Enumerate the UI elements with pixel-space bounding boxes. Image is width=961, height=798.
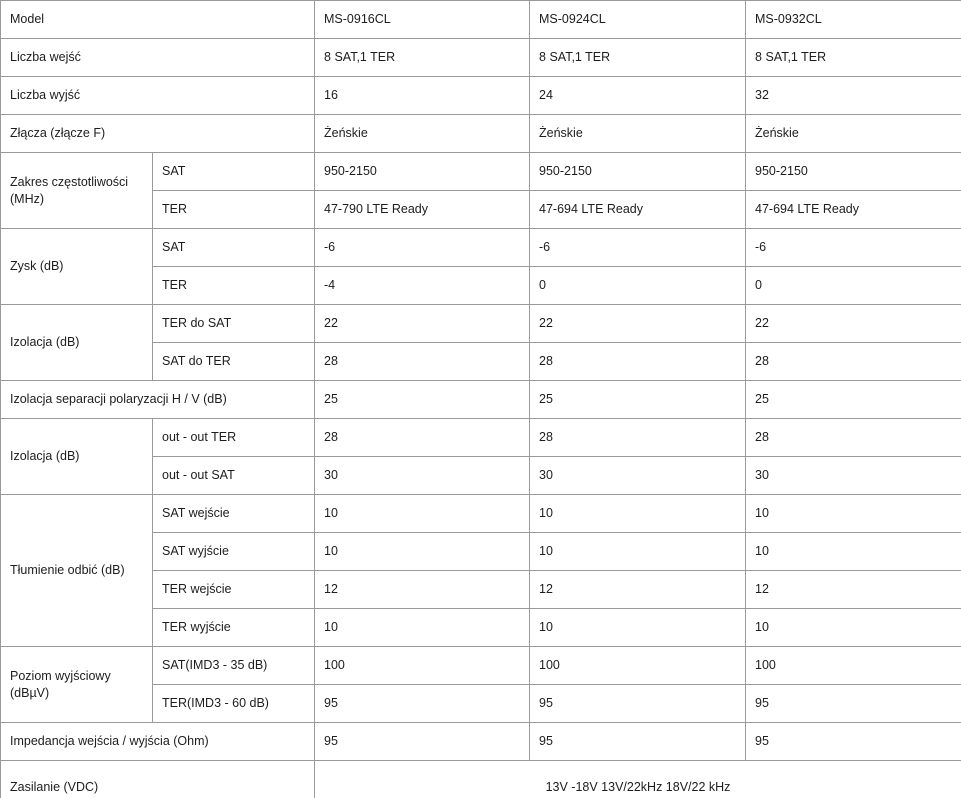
model-ms0916cl: MS-0916CL [315, 1, 530, 39]
subrow-label-ter-wyjscie: TER wyjście [153, 609, 315, 647]
cell-value: 28 [746, 419, 961, 457]
cell-value-zasilanie: 13V -18V 13V/22kHz 18V/22 kHz [315, 761, 961, 798]
cell-value: 8 SAT,1 TER [315, 39, 530, 77]
cell-value: 10 [315, 533, 530, 571]
row-label-liczba-wyjsc: Liczba wyjść [1, 77, 315, 115]
cell-value: 95 [315, 685, 530, 723]
cell-value: 8 SAT,1 TER [530, 39, 746, 77]
row-label-poziom-wyjsciowy [1, 647, 153, 723]
cell-value: 95 [746, 685, 961, 723]
subrow-label-ter: TER [153, 191, 315, 229]
cell-value: -4 [315, 267, 530, 305]
row-label-model: Model [1, 1, 315, 39]
cell-value: 12 [315, 571, 530, 609]
row-label-izolacja: Izolacja (dB) [1, 305, 153, 381]
subrow-label-ter: TER [153, 267, 315, 305]
cell-value: Żeńskie [746, 115, 961, 153]
table-row [1, 723, 961, 761]
subrow-label-sat: SAT [153, 229, 315, 267]
cell-value: 47-694 LTE Ready [746, 191, 961, 229]
subrow-label-sat: SAT [153, 153, 315, 191]
table-row [1, 495, 961, 533]
subrow-label-ter-do-sat: TER do SAT [153, 305, 315, 343]
cell-value: 10 [315, 609, 530, 647]
cell-value: 28 [530, 343, 746, 381]
cell-value: 10 [530, 609, 746, 647]
cell-value: 100 [315, 647, 530, 685]
cell-value: 25 [315, 381, 530, 419]
table-row [1, 305, 961, 343]
cell-value: 8 SAT,1 TER [746, 39, 961, 77]
cell-value: -6 [746, 229, 961, 267]
cell-value: 0 [746, 267, 961, 305]
subrow-label-out-out-sat: out - out SAT [153, 457, 315, 495]
subrow-label-sat-wejscie: SAT wejście [153, 495, 315, 533]
cell-value: 16 [315, 77, 530, 115]
poziom-line1: Poziom wyjściowy [10, 669, 111, 684]
subrow-label-sat-wyjscie: SAT wyjście [153, 533, 315, 571]
cell-value: 10 [746, 495, 961, 533]
cell-value: 95 [746, 723, 961, 761]
cell-value: 95 [530, 723, 746, 761]
row-label-izolacja-out: Izolacja (dB) [1, 419, 153, 495]
row-label-liczba-wejsc: Liczba wejść [1, 39, 315, 77]
cell-value: 25 [530, 381, 746, 419]
cell-value: 32 [746, 77, 961, 115]
subrow-label-ter-wejscie: TER wejście [153, 571, 315, 609]
cell-value: 30 [746, 457, 961, 495]
cell-value: 22 [746, 305, 961, 343]
cell-value: 28 [530, 419, 746, 457]
cell-value: 30 [315, 457, 530, 495]
cell-value: 22 [315, 305, 530, 343]
table-row [1, 1, 961, 39]
subrow-label-ter-imd3: TER(IMD3 - 60 dB) [153, 685, 315, 723]
zakres-line1: Zakres częstotliwości [10, 175, 129, 190]
row-label-zlacza: Złącza (złącze F) [1, 115, 315, 153]
cell-value: 10 [315, 495, 530, 533]
subrow-label-out-out-ter: out - out TER [153, 419, 315, 457]
cell-value: 10 [746, 609, 961, 647]
cell-value: Żeńskie [315, 115, 530, 153]
cell-value: 12 [746, 571, 961, 609]
subrow-label-sat-imd3: SAT(IMD3 - 35 dB) [153, 647, 315, 685]
table-row [1, 77, 961, 115]
row-label-zakres-czestotliwosci [1, 153, 153, 229]
zakres-line2: (MHz) [10, 191, 45, 206]
row-label-zasilanie: Zasilanie (VDC) [1, 761, 315, 798]
model-ms0924cl: MS-0924CL [530, 1, 746, 39]
cell-value: 22 [530, 305, 746, 343]
cell-value: 25 [746, 381, 961, 419]
cell-value: 0 [530, 267, 746, 305]
cell-value: 10 [746, 533, 961, 571]
row-label-impedancja: Impedancja wejścia / wyjścia (Ohm) [1, 723, 315, 761]
cell-value: 30 [530, 457, 746, 495]
table-row [1, 419, 961, 457]
table-row [1, 761, 961, 798]
table-row [1, 153, 961, 191]
table-row [1, 39, 961, 77]
cell-value: 47-694 LTE Ready [530, 191, 746, 229]
cell-value: 28 [315, 419, 530, 457]
row-label-tlumienie-odbic: Tłumienie odbić (dB) [1, 495, 153, 647]
subrow-label-sat-do-ter: SAT do TER [153, 343, 315, 381]
cell-value: 100 [530, 647, 746, 685]
cell-value: 47-790 LTE Ready [315, 191, 530, 229]
cell-value: -6 [530, 229, 746, 267]
cell-value: 24 [530, 77, 746, 115]
cell-value: Żeńskie [530, 115, 746, 153]
cell-value: 28 [315, 343, 530, 381]
cell-value: 950-2150 [315, 153, 530, 191]
cell-value: 95 [315, 723, 530, 761]
row-label-izolacja-separacji: Izolacja separacji polaryzacji H / V (dB) [1, 381, 315, 419]
table-row [1, 381, 961, 419]
table-row [1, 229, 961, 267]
cell-value: 28 [746, 343, 961, 381]
cell-value: 950-2150 [530, 153, 746, 191]
table-row [1, 647, 961, 685]
cell-value: 10 [530, 533, 746, 571]
model-ms0932cl: MS-0932CL [746, 1, 961, 39]
row-label-zysk: Zysk (dB) [1, 229, 153, 305]
poziom-line2: (dBµV) [10, 685, 50, 700]
cell-value: 100 [746, 647, 961, 685]
cell-value: 12 [530, 571, 746, 609]
table-row [1, 115, 961, 153]
cell-value: -6 [315, 229, 530, 267]
cell-value: 10 [530, 495, 746, 533]
cell-value: 95 [530, 685, 746, 723]
cell-value: 950-2150 [746, 153, 961, 191]
